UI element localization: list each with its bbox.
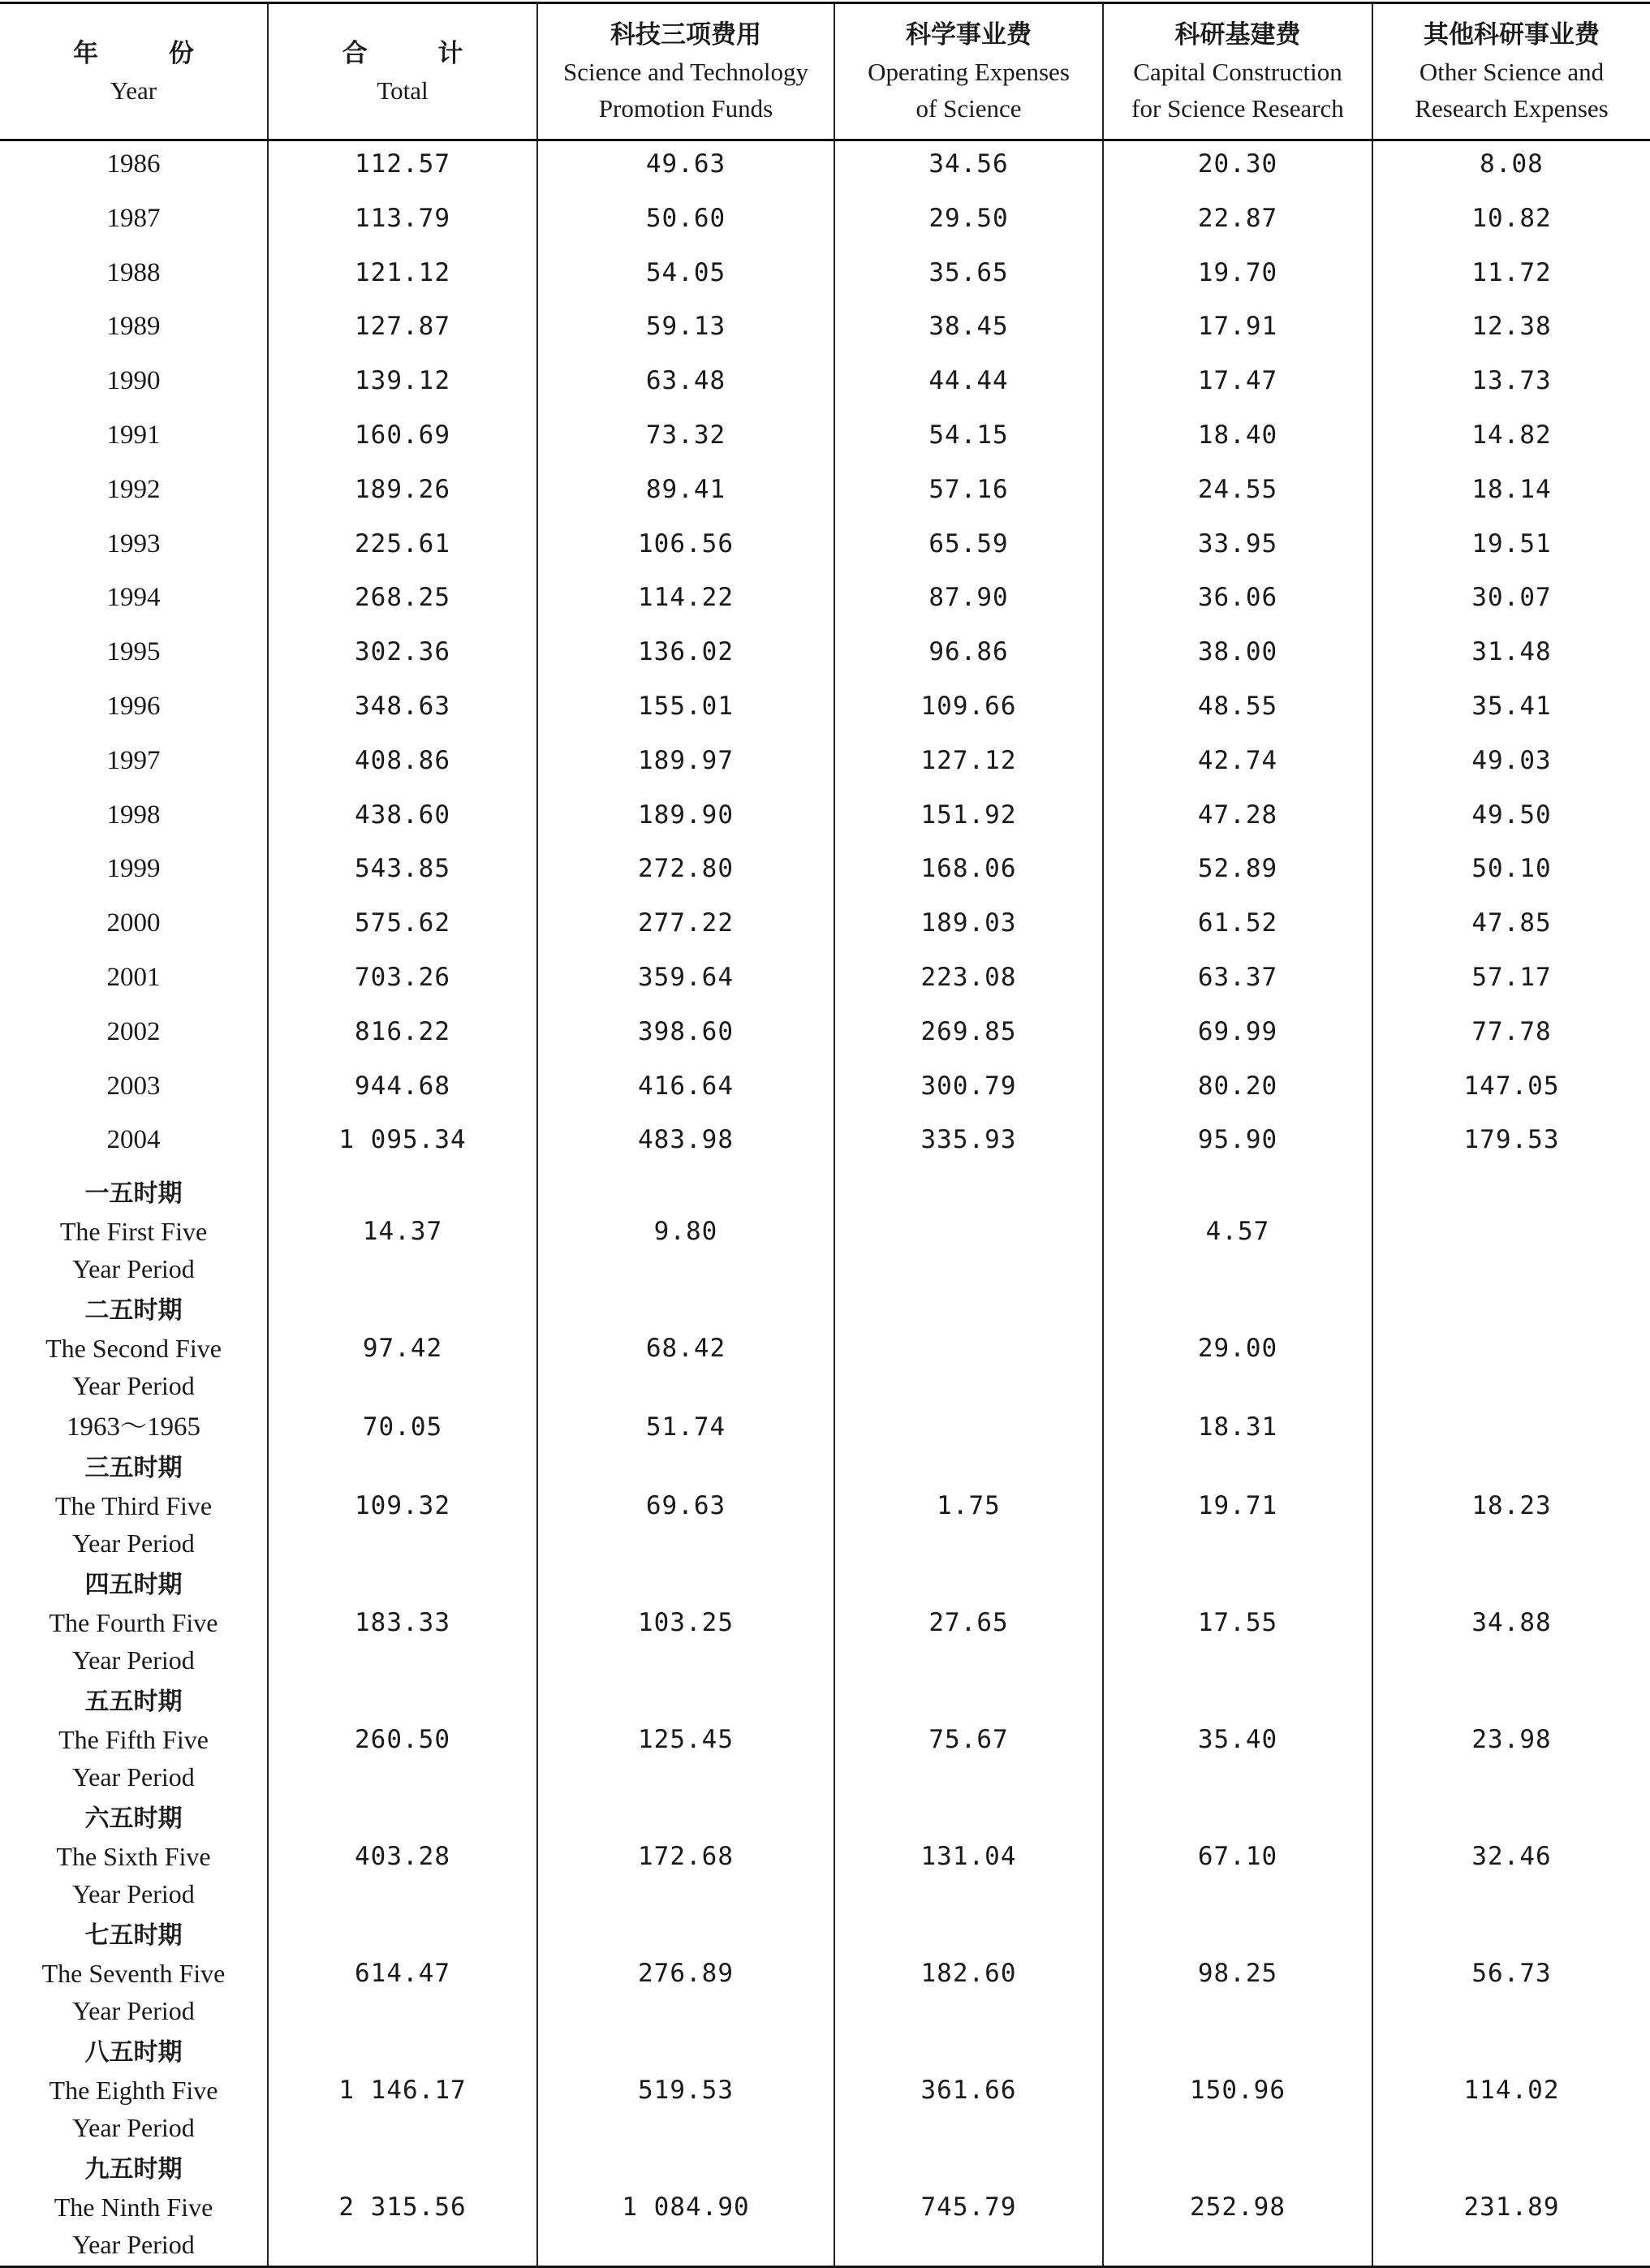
- sci-tech-cell: 125.45: [537, 1681, 834, 1798]
- expenditure-table: [0, 2, 1650, 2268]
- other-cell: [1372, 1407, 1650, 1447]
- total-cell: 113.79: [268, 197, 537, 252]
- operating-cell: 131.04: [834, 1798, 1103, 1915]
- year-cell: 1990: [106, 366, 161, 396]
- operating-cell: 745.79: [834, 2149, 1103, 2267]
- header-capital-en1: Capital Construction: [1133, 58, 1342, 86]
- total-cell: 139.12: [268, 360, 537, 414]
- operating-cell: 109.66: [834, 685, 1103, 739]
- table-row: [0, 1290, 1650, 1407]
- total-cell: 1 146.17: [268, 2032, 537, 2149]
- period-name-en-suffix: Year Period: [72, 1529, 195, 1559]
- other-cell: 23.98: [1372, 1681, 1650, 1798]
- header-year-zh: 年 份: [73, 38, 225, 68]
- period-name-en-suffix: Year Period: [72, 1879, 195, 1909]
- sci-tech-cell: 103.25: [537, 1564, 834, 1681]
- other-cell: 50.10: [1372, 847, 1650, 902]
- year-cell: 1997: [106, 745, 161, 775]
- header-total-zh: 合 计: [342, 38, 494, 68]
- operating-cell: [834, 1407, 1103, 1447]
- total-cell: 225.61: [268, 523, 537, 577]
- table-row: [0, 902, 1650, 956]
- header-sci-tech-en2: Promotion Funds: [598, 94, 773, 123]
- header-operating-zh: 科学事业费: [906, 20, 1032, 50]
- sci-tech-cell: 49.63: [537, 140, 834, 197]
- capital-cell: 42.74: [1103, 739, 1372, 794]
- operating-cell: 151.92: [834, 794, 1103, 848]
- year-cell: 2004: [106, 1125, 161, 1155]
- year-cell: 1995: [106, 637, 161, 667]
- operating-cell: 96.86: [834, 631, 1103, 685]
- header-total: [268, 3, 537, 140]
- total-cell: 403.28: [268, 1798, 537, 1915]
- other-cell: 231.89: [1372, 2149, 1650, 2267]
- capital-cell: 35.40: [1103, 1681, 1372, 1798]
- total-cell: 438.60: [268, 794, 537, 848]
- capital-cell: 22.87: [1103, 197, 1372, 252]
- total-cell: 1 095.34: [268, 1119, 537, 1173]
- period-name-en: The First Five: [59, 1217, 208, 1247]
- year-cell: 2001: [106, 962, 161, 992]
- table-row: [0, 576, 1650, 631]
- period-name-en: The Ninth Five: [54, 2193, 213, 2223]
- header-row: [0, 3, 1650, 140]
- total-cell: 614.47: [268, 1915, 537, 2032]
- other-cell: 13.73: [1372, 360, 1650, 414]
- sci-tech-cell: 1 084.90: [537, 2149, 834, 2267]
- sci-tech-cell: 89.41: [537, 468, 834, 523]
- total-cell: 408.86: [268, 739, 537, 794]
- capital-cell: 19.71: [1103, 1447, 1372, 1564]
- header-other-en1: Other Science and: [1419, 58, 1605, 86]
- table-row: [0, 1798, 1650, 1915]
- total-cell: 816.22: [268, 1011, 537, 1065]
- total-cell: 97.42: [268, 1290, 537, 1407]
- capital-cell: 36.06: [1103, 576, 1372, 631]
- other-cell: 77.78: [1372, 1011, 1650, 1065]
- operating-cell: 44.44: [834, 360, 1103, 414]
- period-name-zh: 六五时期: [84, 1804, 183, 1834]
- year-cell: 1989: [106, 312, 161, 342]
- other-cell: 56.73: [1372, 1915, 1650, 2032]
- total-cell: 121.12: [268, 252, 537, 306]
- period-label-cell: [0, 1681, 268, 1798]
- sci-tech-cell: 69.63: [537, 1447, 834, 1564]
- sci-tech-cell: 59.13: [537, 305, 834, 360]
- period-name-en-suffix: Year Period: [72, 1371, 195, 1401]
- year-cell: 1993: [106, 528, 161, 558]
- year-cell: 1992: [106, 474, 161, 504]
- operating-cell: 335.93: [834, 1119, 1103, 1173]
- sci-tech-cell: 68.42: [537, 1290, 834, 1407]
- period-label-cell: 1963～1965: [67, 1412, 200, 1442]
- table-row: [0, 1564, 1650, 1681]
- operating-cell: 54.15: [834, 414, 1103, 468]
- other-cell: 32.46: [1372, 1798, 1650, 1915]
- period-label-cell: [0, 1447, 268, 1564]
- period-name-zh: 四五时期: [84, 1571, 183, 1600]
- period-name-zh: 五五时期: [84, 1688, 183, 1717]
- other-cell: 47.85: [1372, 902, 1650, 956]
- operating-cell: 65.59: [834, 523, 1103, 577]
- capital-cell: 18.31: [1103, 1407, 1372, 1447]
- period-name-en-suffix: Year Period: [72, 1645, 195, 1675]
- operating-cell: 38.45: [834, 305, 1103, 360]
- capital-cell: 17.91: [1103, 305, 1372, 360]
- sci-tech-cell: 189.97: [537, 739, 834, 794]
- other-cell: 147.05: [1372, 1065, 1650, 1119]
- year-cell: 1996: [106, 691, 161, 721]
- period-label-cell: [0, 1915, 268, 2032]
- period-name-zh: 一五时期: [84, 1179, 183, 1209]
- year-cell: 1994: [106, 583, 161, 613]
- period-name-zh: 三五时期: [84, 1454, 183, 1483]
- capital-cell: 38.00: [1103, 631, 1372, 685]
- header-operating-en1: Operating Expenses: [868, 58, 1070, 86]
- operating-cell: 269.85: [834, 1011, 1103, 1065]
- sci-tech-cell: 272.80: [537, 847, 834, 902]
- table-row: [0, 794, 1650, 848]
- table-row: [0, 414, 1650, 468]
- other-cell: 8.08: [1372, 140, 1650, 197]
- year-cell: 1988: [106, 257, 161, 287]
- operating-cell: 168.06: [834, 847, 1103, 902]
- operating-cell: [834, 1173, 1103, 1290]
- header-operating: [834, 3, 1103, 140]
- header-capital-zh: 科研基建费: [1174, 20, 1301, 50]
- period-name-en: The Seventh Five: [41, 1959, 226, 1989]
- capital-cell: 61.52: [1103, 902, 1372, 956]
- header-other-zh: 其他科研事业费: [1424, 20, 1600, 50]
- other-cell: 31.48: [1372, 631, 1650, 685]
- total-cell: 2 315.56: [268, 2149, 537, 2267]
- table-row: [0, 523, 1650, 577]
- table-row: [0, 1065, 1650, 1119]
- table-row: [0, 468, 1650, 523]
- total-cell: 160.69: [268, 414, 537, 468]
- year-cell: 2000: [106, 908, 161, 938]
- table-row: [0, 360, 1650, 414]
- period-label-cell: [0, 1564, 268, 1681]
- header-other: [1372, 3, 1650, 140]
- table-row: [0, 847, 1650, 902]
- other-cell: [1372, 1290, 1650, 1407]
- operating-cell: 29.50: [834, 197, 1103, 252]
- capital-cell: 19.70: [1103, 252, 1372, 306]
- capital-cell: 20.30: [1103, 140, 1372, 197]
- period-name-zh: 八五时期: [84, 2038, 183, 2068]
- capital-cell: 48.55: [1103, 685, 1372, 739]
- year-cell: 1999: [106, 854, 161, 884]
- total-cell: 302.36: [268, 631, 537, 685]
- capital-cell: 4.57: [1103, 1173, 1372, 1290]
- header-capital: [1103, 3, 1372, 140]
- other-cell: 18.23: [1372, 1447, 1650, 1564]
- sci-tech-cell: 359.64: [537, 956, 834, 1011]
- capital-cell: 67.10: [1103, 1798, 1372, 1915]
- other-cell: 35.41: [1372, 685, 1650, 739]
- sci-tech-cell: 277.22: [537, 902, 834, 956]
- capital-cell: 29.00: [1103, 1290, 1372, 1407]
- operating-cell: 57.16: [834, 468, 1103, 523]
- period-name-en: The Fourth Five: [49, 1608, 218, 1638]
- period-name-en: The Eighth Five: [49, 2076, 218, 2106]
- sci-tech-cell: 51.74: [537, 1407, 834, 1447]
- sci-tech-cell: 114.22: [537, 576, 834, 631]
- sci-tech-cell: 398.60: [537, 1011, 834, 1065]
- other-cell: 114.02: [1372, 2032, 1650, 2149]
- sci-tech-cell: 416.64: [537, 1065, 834, 1119]
- total-cell: 268.25: [268, 576, 537, 631]
- operating-cell: 300.79: [834, 1065, 1103, 1119]
- capital-cell: 80.20: [1103, 1065, 1372, 1119]
- operating-cell: 35.65: [834, 252, 1103, 306]
- capital-cell: 24.55: [1103, 468, 1372, 523]
- operating-cell: 87.90: [834, 576, 1103, 631]
- sci-tech-cell: 106.56: [537, 523, 834, 577]
- table-row: [0, 739, 1650, 794]
- table-row: [0, 1447, 1650, 1564]
- operating-cell: 75.67: [834, 1681, 1103, 1798]
- total-cell: 260.50: [268, 1681, 537, 1798]
- sci-tech-cell: 189.90: [537, 794, 834, 848]
- total-cell: 112.57: [268, 140, 537, 197]
- period-name-en-suffix: Year Period: [72, 1254, 195, 1284]
- capital-cell: 69.99: [1103, 1011, 1372, 1065]
- sci-tech-cell: 136.02: [537, 631, 834, 685]
- header-operating-en2: of Science: [915, 94, 1022, 123]
- operating-cell: 361.66: [834, 2032, 1103, 2149]
- header-other-en2: Research Expenses: [1415, 94, 1609, 123]
- total-cell: 543.85: [268, 847, 537, 902]
- sci-tech-cell: 9.80: [537, 1173, 834, 1290]
- table-row: [0, 252, 1650, 306]
- operating-cell: 223.08: [834, 956, 1103, 1011]
- total-cell: 14.37: [268, 1173, 537, 1290]
- total-cell: 70.05: [268, 1407, 537, 1447]
- table-row: [0, 1119, 1650, 1173]
- total-cell: 703.26: [268, 956, 537, 1011]
- period-name-zh: 七五时期: [84, 1921, 183, 1951]
- period-name-en: The Third Five: [54, 1491, 213, 1521]
- header-sci-tech: [537, 3, 834, 140]
- sci-tech-cell: 54.05: [537, 252, 834, 306]
- period-name-en-suffix: Year Period: [72, 1762, 195, 1792]
- capital-cell: 52.89: [1103, 847, 1372, 902]
- table-row: [0, 1915, 1650, 2032]
- table-row: [0, 305, 1650, 360]
- sci-tech-cell: 519.53: [537, 2032, 834, 2149]
- operating-cell: 189.03: [834, 902, 1103, 956]
- table-row: [0, 1407, 1650, 1447]
- sci-tech-cell: 483.98: [537, 1119, 834, 1173]
- period-label-cell: [0, 1173, 268, 1290]
- operating-cell: 1.75: [834, 1447, 1103, 1564]
- header-total-en: Total: [377, 75, 429, 105]
- period-name-en: The Second Five: [45, 1334, 222, 1364]
- sci-tech-cell: 276.89: [537, 1915, 834, 2032]
- table-row: [0, 631, 1650, 685]
- year-cell: 1986: [106, 149, 161, 179]
- sci-tech-cell: 155.01: [537, 685, 834, 739]
- sci-tech-cell: 63.48: [537, 360, 834, 414]
- year-cell: 1991: [106, 420, 161, 450]
- header-sci-tech-zh: 科技三项费用: [610, 20, 761, 50]
- other-cell: 30.07: [1372, 576, 1650, 631]
- period-label-cell: [0, 1290, 268, 1407]
- other-cell: 49.03: [1372, 739, 1650, 794]
- period-label-cell: [0, 2032, 268, 2149]
- other-cell: 11.72: [1372, 252, 1650, 306]
- table-body: [0, 140, 1650, 2267]
- capital-cell: 95.90: [1103, 1119, 1372, 1173]
- period-name-zh: 二五时期: [84, 1296, 183, 1326]
- other-cell: 12.38: [1372, 305, 1650, 360]
- capital-cell: 47.28: [1103, 794, 1372, 848]
- other-cell: 57.17: [1372, 956, 1650, 1011]
- table-row: [0, 956, 1650, 1011]
- total-cell: 575.62: [268, 902, 537, 956]
- year-cell: 1987: [106, 203, 161, 233]
- period-name-en: The Sixth Five: [56, 1842, 211, 1872]
- period-name-en-suffix: Year Period: [72, 2113, 195, 2143]
- capital-cell: 17.55: [1103, 1564, 1372, 1681]
- total-cell: 944.68: [268, 1065, 537, 1119]
- other-cell: 19.51: [1372, 523, 1650, 577]
- capital-cell: 150.96: [1103, 2032, 1372, 2149]
- table-row: [0, 1011, 1650, 1065]
- capital-cell: 18.40: [1103, 414, 1372, 468]
- capital-cell: 33.95: [1103, 523, 1372, 577]
- other-cell: 10.82: [1372, 197, 1650, 252]
- operating-cell: 34.56: [834, 140, 1103, 197]
- table-row: [0, 2149, 1650, 2267]
- total-cell: 109.32: [268, 1447, 537, 1564]
- capital-cell: 63.37: [1103, 956, 1372, 1011]
- header-year-en: Year: [110, 75, 157, 105]
- capital-cell: 98.25: [1103, 1915, 1372, 2032]
- year-cell: 2003: [106, 1071, 161, 1101]
- sci-tech-cell: 172.68: [537, 1798, 834, 1915]
- total-cell: 348.63: [268, 685, 537, 739]
- table-row: [0, 1681, 1650, 1798]
- other-cell: 18.14: [1372, 468, 1650, 523]
- table-row: [0, 685, 1650, 739]
- capital-cell: 17.47: [1103, 360, 1372, 414]
- total-cell: 183.33: [268, 1564, 537, 1681]
- other-cell: 34.88: [1372, 1564, 1650, 1681]
- header-sci-tech-en1: Science and Technology: [563, 58, 808, 86]
- period-name-en: The Fifth Five: [58, 1725, 209, 1755]
- operating-cell: 127.12: [834, 739, 1103, 794]
- other-cell: [1372, 1173, 1650, 1290]
- other-cell: 179.53: [1372, 1119, 1650, 1173]
- table-row: [0, 197, 1650, 252]
- capital-cell: 252.98: [1103, 2149, 1372, 2267]
- header-capital-en2: for Science Research: [1131, 94, 1344, 123]
- operating-cell: 182.60: [834, 1915, 1103, 2032]
- period-name-zh: 九五时期: [84, 2155, 183, 2184]
- sci-tech-cell: 50.60: [537, 197, 834, 252]
- period-label-cell: [0, 2149, 268, 2267]
- total-cell: 189.26: [268, 468, 537, 523]
- sci-tech-cell: 73.32: [537, 414, 834, 468]
- other-cell: 14.82: [1372, 414, 1650, 468]
- operating-cell: [834, 1290, 1103, 1407]
- period-name-en-suffix: Year Period: [72, 1996, 195, 2026]
- period-name-en-suffix: Year Period: [72, 2230, 195, 2260]
- table-row: [0, 2032, 1650, 2149]
- period-label-cell: [0, 1798, 268, 1915]
- header-year: [0, 3, 268, 140]
- table-row: [0, 1173, 1650, 1290]
- year-cell: 1998: [106, 800, 161, 830]
- other-cell: 49.50: [1372, 794, 1650, 848]
- total-cell: 127.87: [268, 305, 537, 360]
- table-header: [0, 3, 1650, 140]
- table-row: [0, 140, 1650, 197]
- operating-cell: 27.65: [834, 1564, 1103, 1681]
- year-cell: 2002: [106, 1016, 161, 1046]
